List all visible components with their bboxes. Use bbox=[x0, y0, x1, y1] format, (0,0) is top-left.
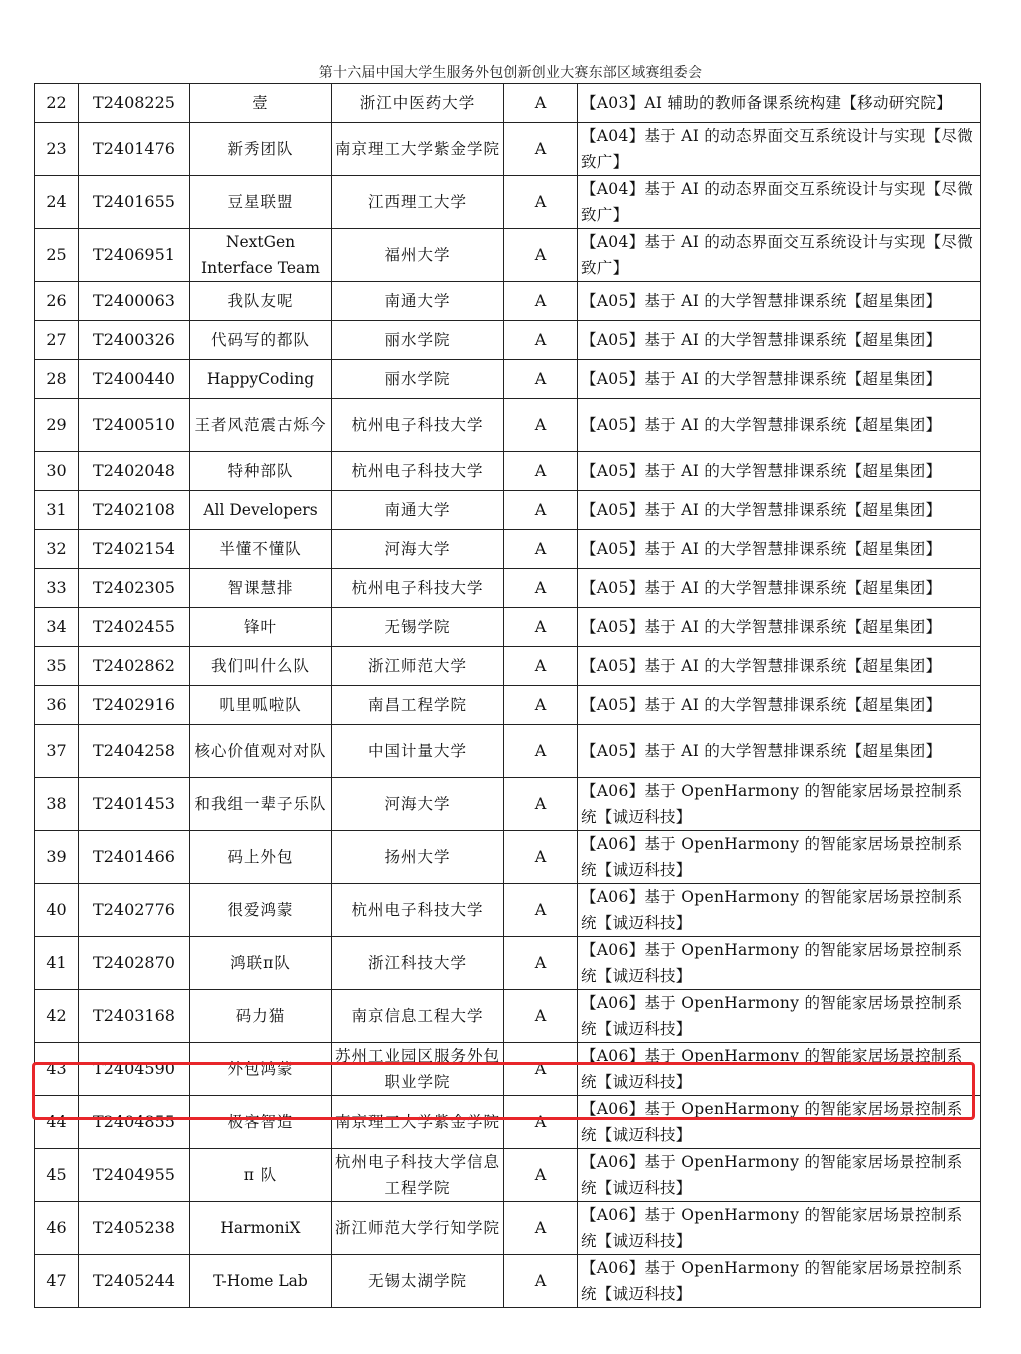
row-number: 33 bbox=[35, 569, 79, 608]
school-name: 浙江科技大学 bbox=[332, 937, 504, 990]
table-row bbox=[35, 491, 981, 530]
team-id: T2402048 bbox=[79, 452, 190, 491]
row-number: 47 bbox=[35, 1255, 79, 1308]
team-id: T2405238 bbox=[79, 1202, 190, 1255]
project-title: 【A05】基于 AI 的大学智慧排课系统【超星集团】 bbox=[578, 282, 981, 321]
team-name: NextGen Interface Team bbox=[190, 229, 332, 282]
team-id: T2402108 bbox=[79, 491, 190, 530]
team-id: T2401655 bbox=[79, 176, 190, 229]
team-name: HarmoniX bbox=[190, 1202, 332, 1255]
table-row bbox=[35, 84, 981, 123]
row-number: 23 bbox=[35, 123, 79, 176]
school-name: 无锡太湖学院 bbox=[332, 1255, 504, 1308]
school-name: 南通大学 bbox=[332, 282, 504, 321]
table-row bbox=[35, 321, 981, 360]
award-level: A bbox=[504, 229, 578, 282]
award-level: A bbox=[504, 1255, 578, 1308]
school-name: 中国计量大学 bbox=[332, 725, 504, 778]
project-title: 【A03】AI 辅助的教师备课系统构建【移动研究院】 bbox=[578, 84, 981, 123]
team-id: T2402305 bbox=[79, 569, 190, 608]
table-row bbox=[35, 282, 981, 321]
award-level: A bbox=[504, 84, 578, 123]
school-name: 杭州电子科技大学 bbox=[332, 884, 504, 937]
highlighted-row bbox=[35, 1043, 981, 1096]
row-number: 35 bbox=[35, 647, 79, 686]
row-number: 24 bbox=[35, 176, 79, 229]
project-title: 【A06】基于 OpenHarmony 的智能家居场景控制系统【诚迈科技】 bbox=[578, 1149, 981, 1202]
row-number: 30 bbox=[35, 452, 79, 491]
project-title: 【A06】基于 OpenHarmony 的智能家居场景控制系统【诚迈科技】 bbox=[578, 1096, 981, 1149]
project-title: 【A05】基于 AI 的大学智慧排课系统【超星集团】 bbox=[578, 608, 981, 647]
school-name: 南昌工程学院 bbox=[332, 686, 504, 725]
team-name: 核心价值观对对队 bbox=[190, 725, 332, 778]
team-id: T2404590 bbox=[79, 1043, 190, 1096]
row-number: 44 bbox=[35, 1096, 79, 1149]
school-name: 河海大学 bbox=[332, 530, 504, 569]
team-id: T2408225 bbox=[79, 84, 190, 123]
award-level: A bbox=[504, 608, 578, 647]
table-row bbox=[35, 608, 981, 647]
school-name: 南京理工大学紫金学院 bbox=[332, 123, 504, 176]
project-title: 【A05】基于 AI 的大学智慧排课系统【超星集团】 bbox=[578, 399, 981, 452]
project-title: 【A05】基于 AI 的大学智慧排课系统【超星集团】 bbox=[578, 725, 981, 778]
table-row bbox=[35, 937, 981, 990]
project-title: 【A05】基于 AI 的大学智慧排课系统【超星集团】 bbox=[578, 321, 981, 360]
school-name: 福州大学 bbox=[332, 229, 504, 282]
school-name: 浙江师范大学行知学院 bbox=[332, 1202, 504, 1255]
table-row bbox=[35, 229, 981, 282]
project-title: 【A04】基于 AI 的动态界面交互系统设计与实现【尽微致广】 bbox=[578, 123, 981, 176]
team-name: T-Home Lab bbox=[190, 1255, 332, 1308]
row-number: 27 bbox=[35, 321, 79, 360]
school-name: 浙江中医药大学 bbox=[332, 84, 504, 123]
row-number: 32 bbox=[35, 530, 79, 569]
table-row bbox=[35, 725, 981, 778]
row-number: 38 bbox=[35, 778, 79, 831]
school-name: 杭州电子科技大学 bbox=[332, 399, 504, 452]
school-name: 江西理工大学 bbox=[332, 176, 504, 229]
project-title: 【A06】基于 OpenHarmony 的智能家居场景控制系统【诚迈科技】 bbox=[578, 990, 981, 1043]
school-name: 扬州大学 bbox=[332, 831, 504, 884]
team-id: T2401476 bbox=[79, 123, 190, 176]
row-number: 34 bbox=[35, 608, 79, 647]
table-row bbox=[35, 990, 981, 1043]
school-name: 丽水学院 bbox=[332, 321, 504, 360]
project-title: 【A05】基于 AI 的大学智慧排课系统【超星集团】 bbox=[578, 360, 981, 399]
team-name: All Developers bbox=[190, 491, 332, 530]
team-id: T2402776 bbox=[79, 884, 190, 937]
team-name: 很爱鸿蒙 bbox=[190, 884, 332, 937]
project-title: 【A06】基于 OpenHarmony 的智能家居场景控制系统【诚迈科技】 bbox=[578, 1202, 981, 1255]
award-level: A bbox=[504, 123, 578, 176]
team-id: T2400510 bbox=[79, 399, 190, 452]
team-name: 极客智造 bbox=[190, 1096, 332, 1149]
team-name: 半懂不懂队 bbox=[190, 530, 332, 569]
team-id: T2406951 bbox=[79, 229, 190, 282]
school-name: 丽水学院 bbox=[332, 360, 504, 399]
award-level: A bbox=[504, 452, 578, 491]
row-number: 26 bbox=[35, 282, 79, 321]
award-level: A bbox=[504, 647, 578, 686]
team-id: T2400326 bbox=[79, 321, 190, 360]
school-name: 杭州电子科技大学 bbox=[332, 452, 504, 491]
team-name: 新秀团队 bbox=[190, 123, 332, 176]
award-level: A bbox=[504, 725, 578, 778]
row-number: 22 bbox=[35, 84, 79, 123]
team-id: T2401453 bbox=[79, 778, 190, 831]
table-row bbox=[35, 884, 981, 937]
table-row bbox=[35, 647, 981, 686]
project-title: 【A06】基于 OpenHarmony 的智能家居场景控制系统【诚迈科技】 bbox=[578, 937, 981, 990]
team-name: 锋叶 bbox=[190, 608, 332, 647]
team-name: 代码写的都队 bbox=[190, 321, 332, 360]
award-level: A bbox=[504, 569, 578, 608]
team-name: 我队友呢 bbox=[190, 282, 332, 321]
team-name: π 队 bbox=[190, 1149, 332, 1202]
team-name: 壹 bbox=[190, 84, 332, 123]
award-level: A bbox=[504, 282, 578, 321]
team-name: 码力猫 bbox=[190, 990, 332, 1043]
table-row bbox=[35, 1096, 981, 1149]
team-name: 叽里呱啦队 bbox=[190, 686, 332, 725]
award-level: A bbox=[504, 831, 578, 884]
award-level: A bbox=[504, 176, 578, 229]
row-number: 37 bbox=[35, 725, 79, 778]
project-title: 【A06】基于 OpenHarmony 的智能家居场景控制系统【诚迈科技】 bbox=[578, 778, 981, 831]
project-title: 【A05】基于 AI 的大学智慧排课系统【超星集团】 bbox=[578, 491, 981, 530]
school-name: 无锡学院 bbox=[332, 608, 504, 647]
team-id: T2402916 bbox=[79, 686, 190, 725]
team-id: T2401466 bbox=[79, 831, 190, 884]
school-name: 苏州工业园区服务外包职业学院 bbox=[332, 1043, 504, 1096]
page-header: 第十六届中国大学生服务外包创新创业大赛东部区域赛组委会 bbox=[318, 65, 703, 81]
table-row bbox=[35, 569, 981, 608]
team-id: T2404855 bbox=[79, 1096, 190, 1149]
school-name: 杭州电子科技大学信息工程学院 bbox=[332, 1149, 504, 1202]
team-name: 王者风范震古烁今 bbox=[190, 399, 332, 452]
row-number: 25 bbox=[35, 229, 79, 282]
table-row bbox=[35, 123, 981, 176]
table-row bbox=[35, 686, 981, 725]
award-level: A bbox=[504, 1096, 578, 1149]
award-level: A bbox=[504, 686, 578, 725]
project-title: 【A04】基于 AI 的动态界面交互系统设计与实现【尽微致广】 bbox=[578, 229, 981, 282]
team-name: 外包鸿蒙 bbox=[190, 1043, 332, 1096]
row-number: 29 bbox=[35, 399, 79, 452]
award-level: A bbox=[504, 1202, 578, 1255]
team-id: T2405244 bbox=[79, 1255, 190, 1308]
award-level: A bbox=[504, 530, 578, 569]
project-title: 【A05】基于 AI 的大学智慧排课系统【超星集团】 bbox=[578, 686, 981, 725]
team-name: 智课慧排 bbox=[190, 569, 332, 608]
project-title: 【A05】基于 AI 的大学智慧排课系统【超星集团】 bbox=[578, 452, 981, 491]
award-level: A bbox=[504, 360, 578, 399]
table-row bbox=[35, 452, 981, 491]
team-name: 我们叫什么队 bbox=[190, 647, 332, 686]
table-row bbox=[35, 360, 981, 399]
table-row bbox=[35, 1255, 981, 1308]
school-name: 南京理工大学紫金学院 bbox=[332, 1096, 504, 1149]
team-id: T2404955 bbox=[79, 1149, 190, 1202]
project-title: 【A04】基于 AI 的动态界面交互系统设计与实现【尽微致广】 bbox=[578, 176, 981, 229]
row-number: 40 bbox=[35, 884, 79, 937]
row-number: 31 bbox=[35, 491, 79, 530]
table-row bbox=[35, 399, 981, 452]
project-title: 【A06】基于 OpenHarmony 的智能家居场景控制系统【诚迈科技】 bbox=[578, 1043, 981, 1096]
award-level: A bbox=[504, 321, 578, 360]
row-number: 28 bbox=[35, 360, 79, 399]
team-id: T2404258 bbox=[79, 725, 190, 778]
team-name: HappyCoding bbox=[190, 360, 332, 399]
team-id: T2402455 bbox=[79, 608, 190, 647]
school-name: 河海大学 bbox=[332, 778, 504, 831]
award-level: A bbox=[504, 884, 578, 937]
results-table bbox=[34, 83, 981, 1308]
table-row bbox=[35, 176, 981, 229]
table-row bbox=[35, 530, 981, 569]
school-name: 杭州电子科技大学 bbox=[332, 569, 504, 608]
award-level: A bbox=[504, 937, 578, 990]
team-id: T2400440 bbox=[79, 360, 190, 399]
team-id: T2402870 bbox=[79, 937, 190, 990]
row-number: 36 bbox=[35, 686, 79, 725]
project-title: 【A06】基于 OpenHarmony 的智能家居场景控制系统【诚迈科技】 bbox=[578, 831, 981, 884]
project-title: 【A06】基于 OpenHarmony 的智能家居场景控制系统【诚迈科技】 bbox=[578, 884, 981, 937]
row-number: 39 bbox=[35, 831, 79, 884]
team-id: T2402862 bbox=[79, 647, 190, 686]
award-level: A bbox=[504, 399, 578, 452]
team-name: 码上外包 bbox=[190, 831, 332, 884]
school-name: 南京信息工程大学 bbox=[332, 990, 504, 1043]
project-title: 【A05】基于 AI 的大学智慧排课系统【超星集团】 bbox=[578, 647, 981, 686]
team-id: T2400063 bbox=[79, 282, 190, 321]
team-name: 和我组一辈子乐队 bbox=[190, 778, 332, 831]
table-row bbox=[35, 778, 981, 831]
row-number: 42 bbox=[35, 990, 79, 1043]
award-level: A bbox=[504, 1149, 578, 1202]
table-row bbox=[35, 1149, 981, 1202]
row-number: 41 bbox=[35, 937, 79, 990]
project-title: 【A05】基于 AI 的大学智慧排课系统【超星集团】 bbox=[578, 530, 981, 569]
team-name: 豆星联盟 bbox=[190, 176, 332, 229]
team-id: T2403168 bbox=[79, 990, 190, 1043]
table-row bbox=[35, 831, 981, 884]
school-name: 南通大学 bbox=[332, 491, 504, 530]
table-row bbox=[35, 1202, 981, 1255]
team-name: 特种部队 bbox=[190, 452, 332, 491]
award-level: A bbox=[504, 1043, 578, 1096]
school-name: 浙江师范大学 bbox=[332, 647, 504, 686]
team-name: 鸿联π队 bbox=[190, 937, 332, 990]
team-id: T2402154 bbox=[79, 530, 190, 569]
row-number: 46 bbox=[35, 1202, 79, 1255]
row-number: 45 bbox=[35, 1149, 79, 1202]
row-number: 43 bbox=[35, 1043, 79, 1096]
award-level: A bbox=[504, 491, 578, 530]
award-level: A bbox=[504, 990, 578, 1043]
award-level: A bbox=[504, 778, 578, 831]
project-title: 【A05】基于 AI 的大学智慧排课系统【超星集团】 bbox=[578, 569, 981, 608]
project-title: 【A06】基于 OpenHarmony 的智能家居场景控制系统【诚迈科技】 bbox=[578, 1255, 981, 1308]
